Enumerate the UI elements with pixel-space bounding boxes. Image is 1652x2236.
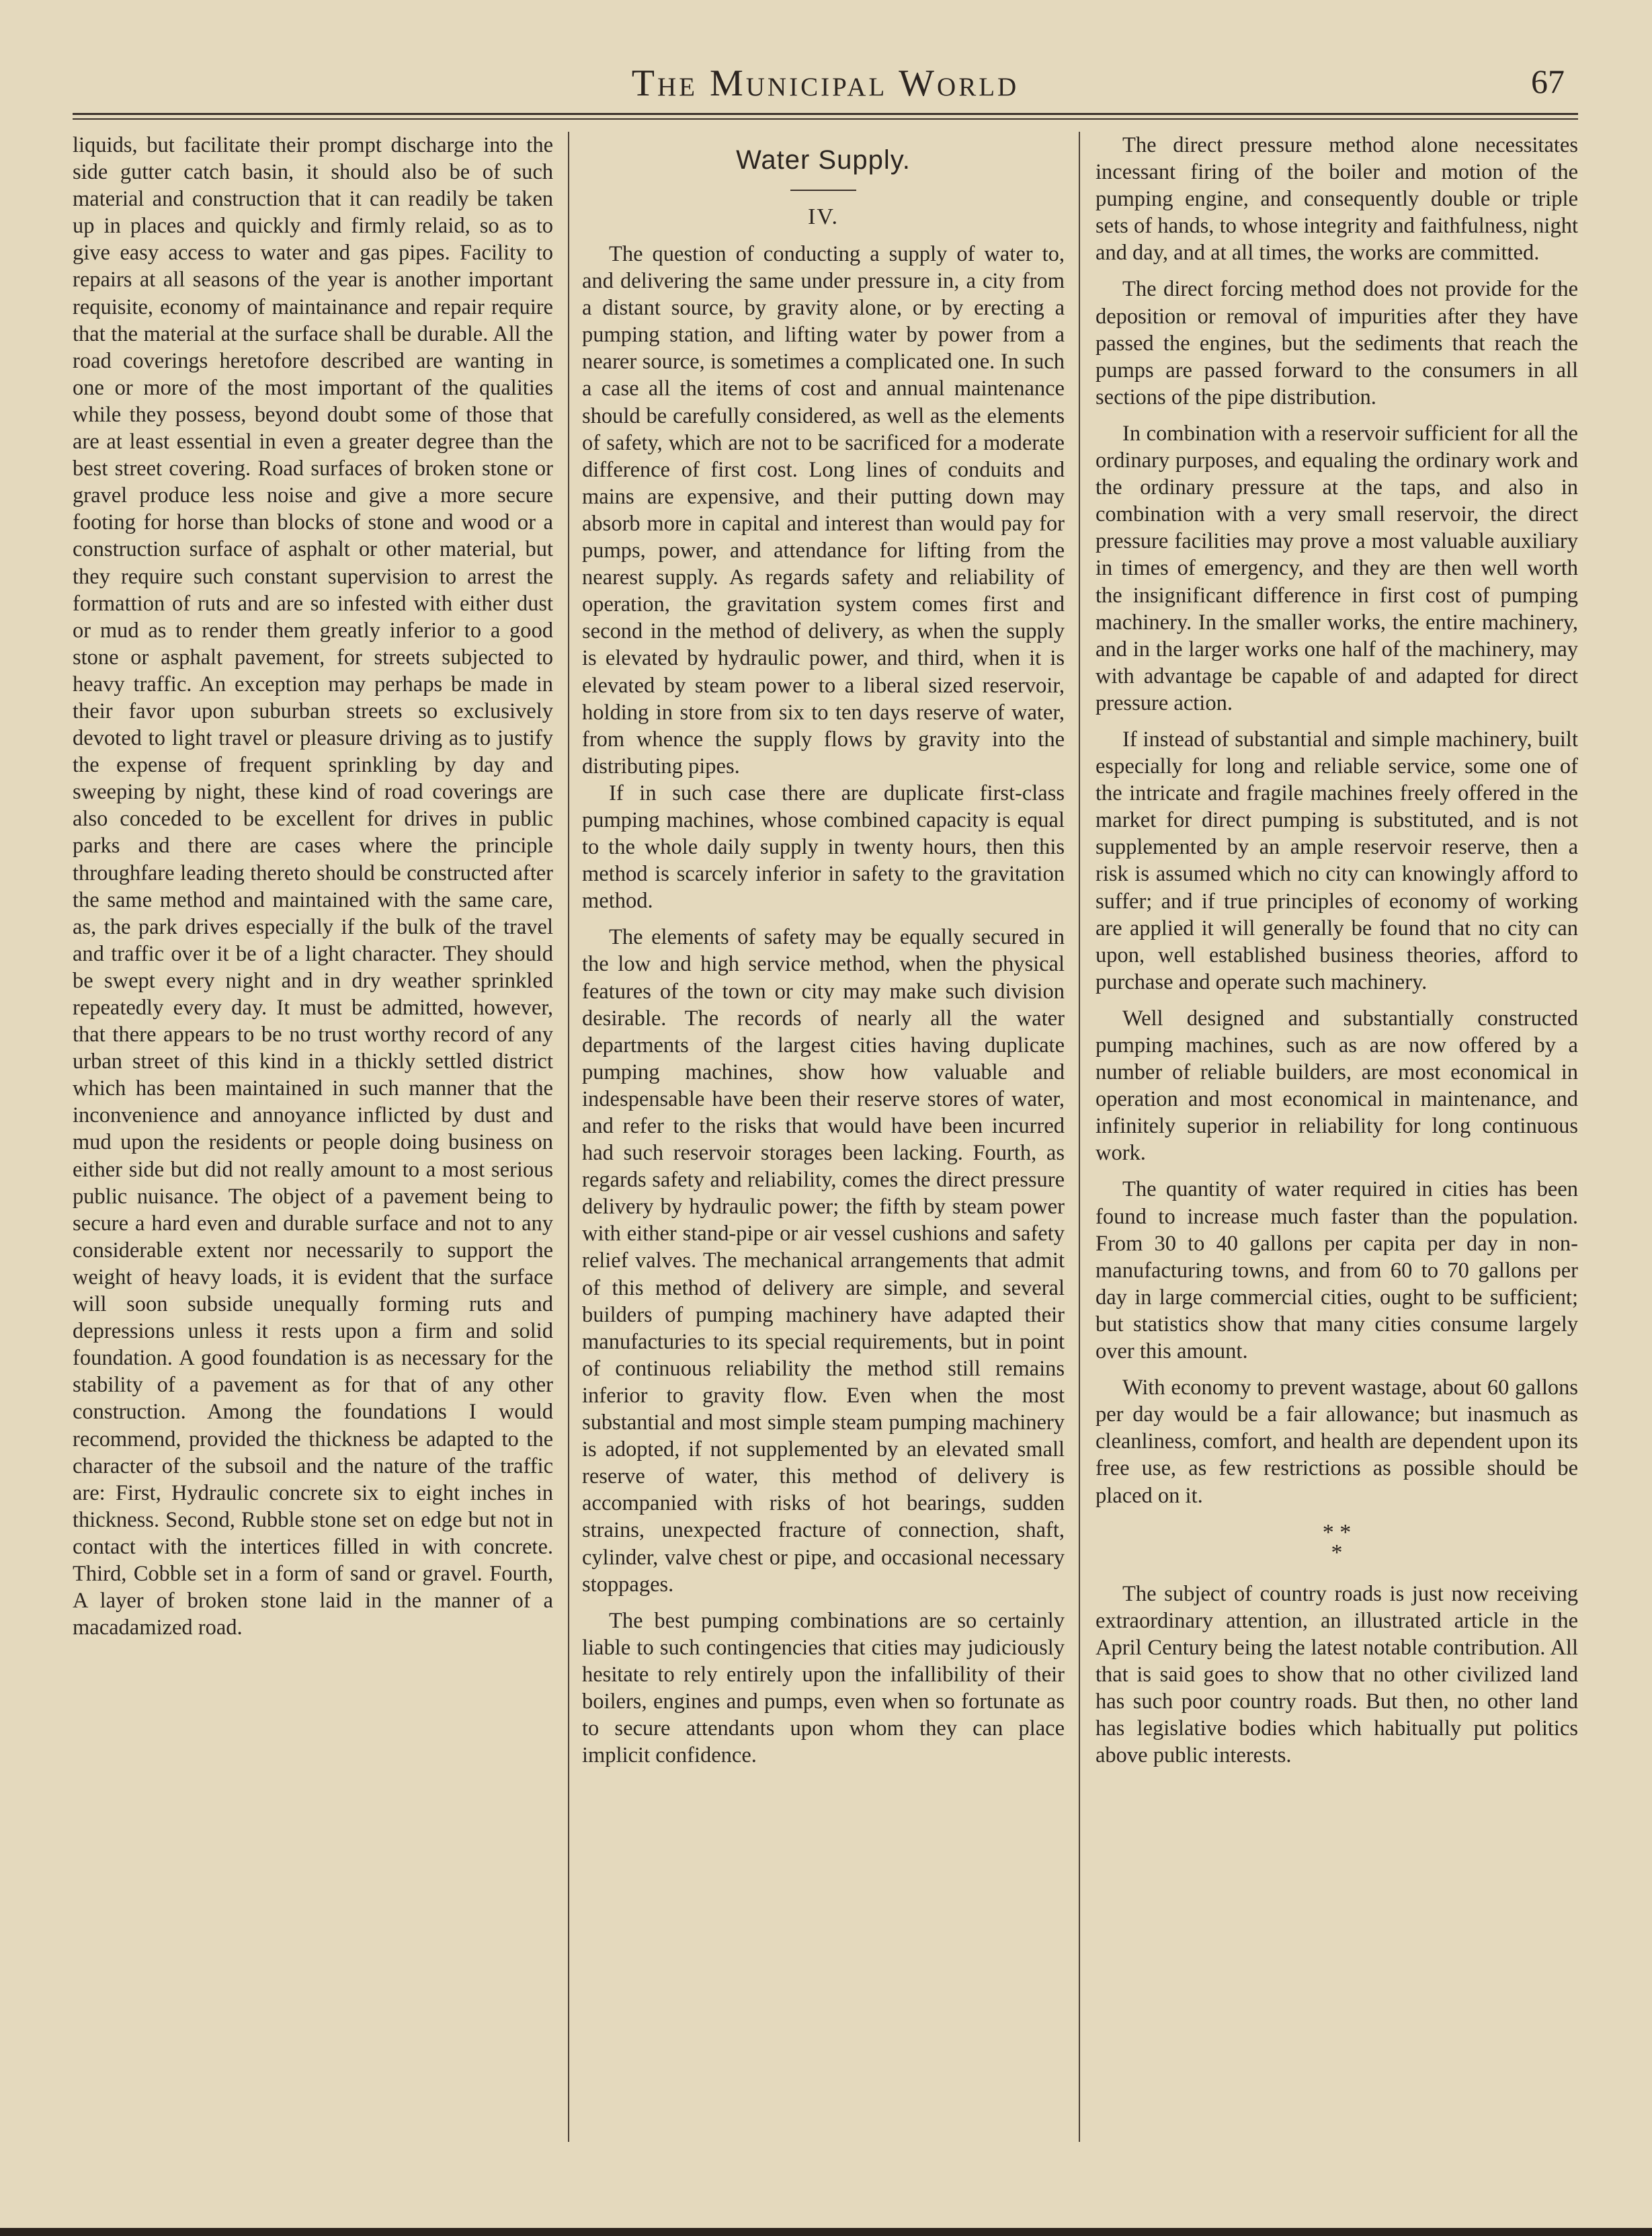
section-separator: [1096, 1519, 1578, 1565]
column-1-paragraph: liquids, but facilitate their prompt discharge into the side gutter catch basin, it should also be of such material and construction that it can readily be taken up in places and quickly and firmly relaid, so as to give easy access to water and gas pipes. Facility to repairs at all seasons of the year is another important requisite, economy of maintainance and repair require that the material at the surface shall be durable. All the road coverings heretofore described are wanting in one or more of the most important of the qualities while they possess, beyond doubt some of those that are at least essential in even a greater degree than the best street covering. Road surfaces of broken stone or gravel produce less noise and give a more secure footing for horse than blocks of stone and wood or a construction surface of asphalt or other material, but they require such constant supervision to arrest the formattion of ruts and are so infested with either dust or mud as to render them greatly inferior to a good stone or asphalt pavement, for streets subjected to heavy traffic. An exception may perhaps be made in their favor upon suburban streets so exclusively devoted to light travel or pleasure driving as to justify the expense of frequent sprinkling by day and sweeping by night, these kind of road coverings are also conceded to be excellent for drives in public parks and there are cases where the principle throughfare leading thereto should be constructed after the same method and maintained with the same care, as, the park drives especially if the bulk of the travel and traffic over it be of a light character. They should be swept every night and in dry weather sprinkled repeatedly every day. It must be admitted, however, that there appears to be no trust worthy record of any urban street of this kind in a thickly settled district which has been maintained in such manner that the inconvenience and annoyance inflicted by dust and mud upon the residents or people doing business on either side but did not really amount to a most serious public nuisance. The object of a pavement being to secure a hard even and durable surface and not to any considerable extent nor necessarily to support the weight of heavy loads, it is evident that the surface will soon subside unequally forming ruts and depressions unless it rests upon a firm and solid foundation. A good foundation is as necessary for the stability of a pavement as for that of any other construction. Among the foundations I would recommend, provided the thickness be adapted to the character of the subsoil and the nature of the traffic are: First, Hydraulic concrete six to eight inches in thickness. Second, Rubble stone set on edge but not in contact with the intertices filled in with concrete. Third, Cobble set in a form of sand or gravel. Fourth, A layer of broken stone laid in the manner of a macadamized road.: [73, 133, 553, 1640]
publication-title: The Municipal World: [631, 63, 1020, 104]
column-3-paragraph: With economy to prevent wastage, about 60 gallons per day would be a fair allowance; but inasmuch as cleanliness, comfort, and health are dependent upon its free use, as few restrictions as possible should be placed on it.: [1096, 1375, 1578, 1508]
column-divider-1: [568, 132, 569, 2142]
separator-stars-bottom: *: [1331, 1540, 1343, 1565]
section-number: IV.: [808, 204, 839, 229]
section-title-rule: [790, 190, 856, 191]
column-3-paragraph: The direct forcing method does not provide for the deposition or removal of impurities after they have passed the engines, but the sediments that reach the pumps are passed forward to the consumers in all sections of the pipe distribution.: [1096, 277, 1578, 409]
masthead: [73, 58, 1578, 112]
header-rule-bottom: [73, 118, 1578, 120]
column-3: [1096, 132, 1578, 2149]
page-number: 67: [1531, 63, 1565, 100]
header-rule-top: [73, 113, 1578, 115]
column-1: [73, 132, 553, 2149]
column-3-paragraph: Well designed and substantially constructed pumping machines, such as are now offered by a number of reliable builders, are most economical in operation and most economical in maintenance, and infinitely superior in reliability for long continuous work.: [1096, 1006, 1578, 1166]
column-2-paragraph: The question of conducting a supply of water to, and delivering the same under pressure in, a city from a distant source, by gravity alone, or by erecting a pumping station, and lifting water by power from a nearer source, is sometimes a complicated one. In such a case all the items of cost and annual maintenance should be carefully considered, as well as the elements of safety, which are not to be sacrificed for a moderate difference of first cost. Long lines of conduits and mains are expensive, and their putting down may absorb more in capital and interest than would pay for pumps, power, and attendance for lifting from the nearest supply. As regards safety and reliability of operation, the gravitation system comes first and second in the method of delivery, as when the supply is elevated by hydraulic power, and third, when it is elevated by steam power to a liberal sized reservoir, holding in store from six to ten days reserve of water, from whence the supply flows by gravity into the distributing pipes.: [582, 242, 1065, 778]
column-3-paragraph: In combination with a reservoir sufficient for all the ordinary purposes, and equaling the ordinary work and the ordinary pressure at the taps, and also in combination with a very small reservoir, the direct pressure facilities may prove a most valuable auxiliary in times of emergency, and they are then well worth the insignificant difference in first cost of pumping machinery. In the smaller works, the entire machinery, and in the larger works one half of the machinery, may with advantage be capable of and adapted for direct pressure action.: [1096, 421, 1578, 715]
column-3-closing-paragraph: The subject of country roads is just now receiving extraordinary attention, an illustrated article in the April Century being the latest notable contribution. All that is said goes to show that no other civilized land has such poor country roads. But then, no other land has legislative bodies which habitually put politics above public interests.: [1096, 1581, 1578, 1768]
column-2-paragraph: The best pumping combinations are so certainly liable to such contingencies that cities may judiciously hesitate to rely entirely upon the infallibility of their boilers, engines and pumps, even when so fortunate as to secure attendants upon whom they can place implicit confidence.: [582, 1608, 1065, 1768]
page-bottom-edge: [0, 2228, 1652, 2236]
section-title: Water Supply.: [736, 145, 911, 175]
column-divider-2: [1079, 132, 1080, 2142]
column-2-paragraph: The elements of safety may be equally secured in the low and high service method, when the physical features of the town or city may make such division desirable. The records of nearly all the water departments of the largest cities having duplicate pumping machines, show how valuable and indespensable have been their reserve stores of water, and refer to the risks that would have been incurred had such reservoir storages been lacking. Fourth, as regards safety and reliability, comes the direct pressure delivery by hydraulic power; the fifth by steam power with either stand-pipe or air vessel cushions and safety relief valves. The mechanical arrangements that admit of this method of delivery are simple, and several builders of pumping machinery have adapted their manufacturies to its special requirements, but in point of continuous reliability the method still remains inferior to gravity flow. Even when the most substantial and most simple steam pumping machinery is adopted, if not supplemented by an elevated small reserve of water, this method of delivery is accompanied with risks of hot bearings, sudden strains, unexpected fracture of connection, shaft, cylinder, valve chest or pipe, and occasional necessary stoppages.: [582, 925, 1065, 1597]
column-2: [582, 132, 1065, 2149]
separator-stars-top: * *: [1322, 1519, 1352, 1545]
column-2-paragraph: If in such case there are duplicate first-class pumping machines, whose combined capacity is equal to the whole daily supply in twenty hours, then this method is scarcely inferior in safety to the gravitation method.: [582, 781, 1065, 914]
column-3-paragraph: The quantity of water required in cities has been found to increase much faster than the population. From 30 to 40 gallons per capita per day in non-manufacturing towns, and from 60 to 70 gallons per day in large commercial cities, ought to be sufficient; but statistics show that many cities consume largely over this amount.: [1096, 1177, 1578, 1364]
column-3-paragraph: If instead of substantial and simple machinery, built especially for long and reliable service, some one of the intricate and fragile machines freely offered in the market for direct pumping is substituted, and is not supplemented by an ample reservoir reserve, then a risk is assumed which no city can knowingly afford to suffer; and if true principles of economy of working are applied it will generally be found that no city can upon, well established business theories, afford to purchase and operate such machinery.: [1096, 727, 1578, 994]
column-3-paragraph: The direct pressure method alone necessitates incessant firing of the boiler and motion of the pumping engine, and consequently double or triple sets of hands, to whose integrity and faithfulness, night and day, and at all times, the works are committed.: [1096, 133, 1578, 266]
